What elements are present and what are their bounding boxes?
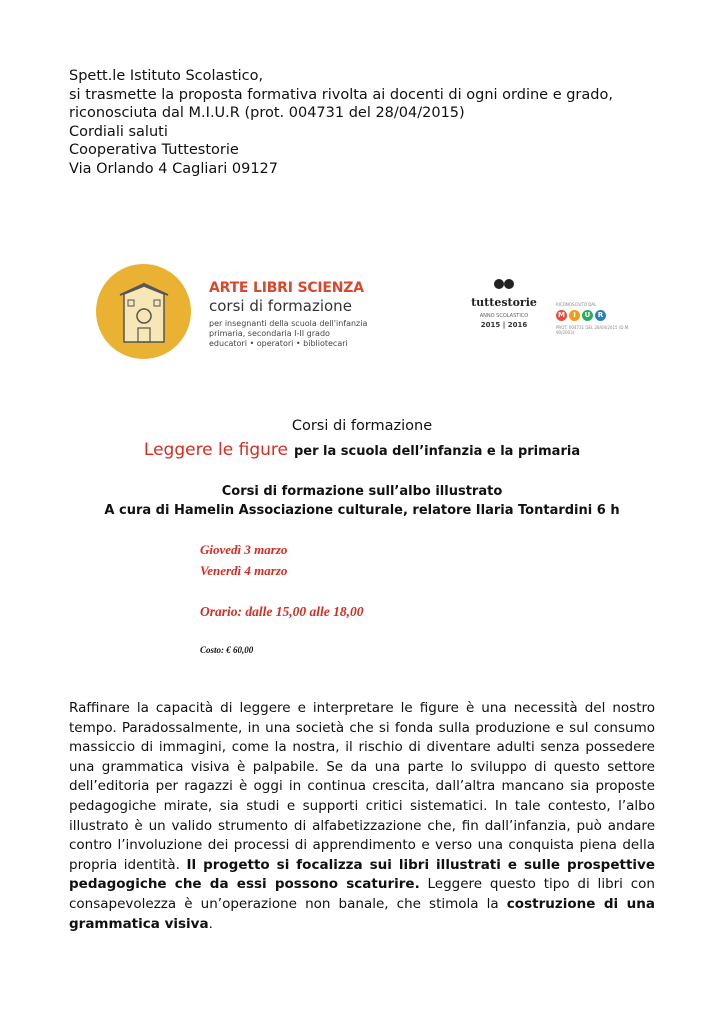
course-organizer: A cura di Hamelin Associazione culturale, relatore Ilaria Tontardini 6 h (104, 503, 620, 518)
intro-line: Cooperativa Tuttestorie (69, 142, 239, 158)
tuttestorie-mascot-icon (489, 276, 519, 292)
body-bold: Il progetto si focalizza sui libri illustrati e sulle prospettive pedagogiche che da essi possono scaturire. (69, 856, 655, 893)
brand-desc-line: per insegnanti della scuola dell'infanzia (209, 319, 368, 328)
body-text: . (208, 915, 213, 932)
headline-title: Leggere le figure (143, 440, 288, 460)
body-paragraph (69, 699, 655, 934)
course-banner (96, 262, 636, 362)
date-1: Giovedì 3 marzo (200, 542, 288, 557)
miur-dots (556, 310, 636, 321)
course-headline (0, 440, 724, 460)
brand-subtitle: corsi di formazione (209, 297, 352, 315)
intro-line: si trasmette la proposta formativa rivolta ai docenti di ogni ordine e grado, (69, 86, 613, 103)
miur-letter: R (595, 310, 606, 321)
miur-logo (556, 302, 636, 352)
tuttestorie-year-label: ANNO SCOLASTICO (479, 313, 529, 319)
tuttestorie-name: tuttestorie (471, 296, 537, 309)
tuttestorie-logo (469, 276, 539, 351)
brand-desc-line: primaria, secondaria I-II grado (209, 329, 330, 338)
miur-letter: M (556, 310, 567, 321)
miur-letter: I (569, 310, 580, 321)
intro-block (69, 67, 613, 178)
intro-line: riconosciuta dal M.I.U.R (prot. 004731 del 28/04/2015) (69, 105, 465, 121)
tuttestorie-year: 2015 | 2016 (480, 321, 528, 329)
intro-line: Via Orlando 4 Cagliari 09127 (69, 160, 279, 177)
intro-line: Spett.le Istituto Scolastico, (69, 68, 264, 84)
miur-letter: U (582, 310, 593, 321)
date-2: Venerdì 4 marzo (200, 563, 288, 578)
miur-protocol: PROT. 004731 DEL 28/04/2015 (D.M. 90/2003) (556, 325, 630, 335)
brand-desc-line: educatori • operatori • bibliotecari (209, 339, 348, 348)
body-bold: costruzione di una grammatica visiva (69, 895, 655, 932)
miur-top-label: RICONOSCIUTO DAL (556, 302, 597, 307)
course-title: Corsi di formazione sull’albo illustrato (221, 484, 503, 499)
brand-description (209, 319, 367, 349)
course-cost: Costo: € 60,00 (200, 645, 254, 655)
schedule-hours: Orario: dalle 15,00 alle 18,00 (200, 604, 364, 619)
headline-subtitle: per la scuola dell’infanzia e la primaria (293, 444, 581, 459)
body-text: Raffinare la capacità di leggere e interpretare le figure è una necessità del nostro tempo. Paradossalmente, in una società che si fonda sulla produzione e sul consumo massiccio di immagini, come la nostra, il rischio di diventare adulti senza possedere una grammatica visiva è palpabile. Se da una parte lo sviluppo di questo settore dell’editoria per ragazzi è oggi in continua crescita, dall’altra mancano sia proposte pedagogiche mirate, sia studi e supporti critici sistematici. In tale contesto, l’albo illustrato è un valido strumento di alfabetizzazione che, fin dall’infanzia, può andare contro l’involuzione dei processi di apprendimento e verso una conquista piena della propria identità. (69, 700, 655, 873)
intro-line: Cordiali saluti (69, 123, 168, 140)
brand-title: ARTE LIBRI SCIENZA (209, 280, 364, 296)
section-title: Corsi di formazione (291, 418, 433, 434)
body-text: Leggere questo tipo di libri con consapevolezza è un’operazione non banale, che stimola la (69, 876, 655, 912)
school-building-badge-icon (96, 264, 191, 359)
